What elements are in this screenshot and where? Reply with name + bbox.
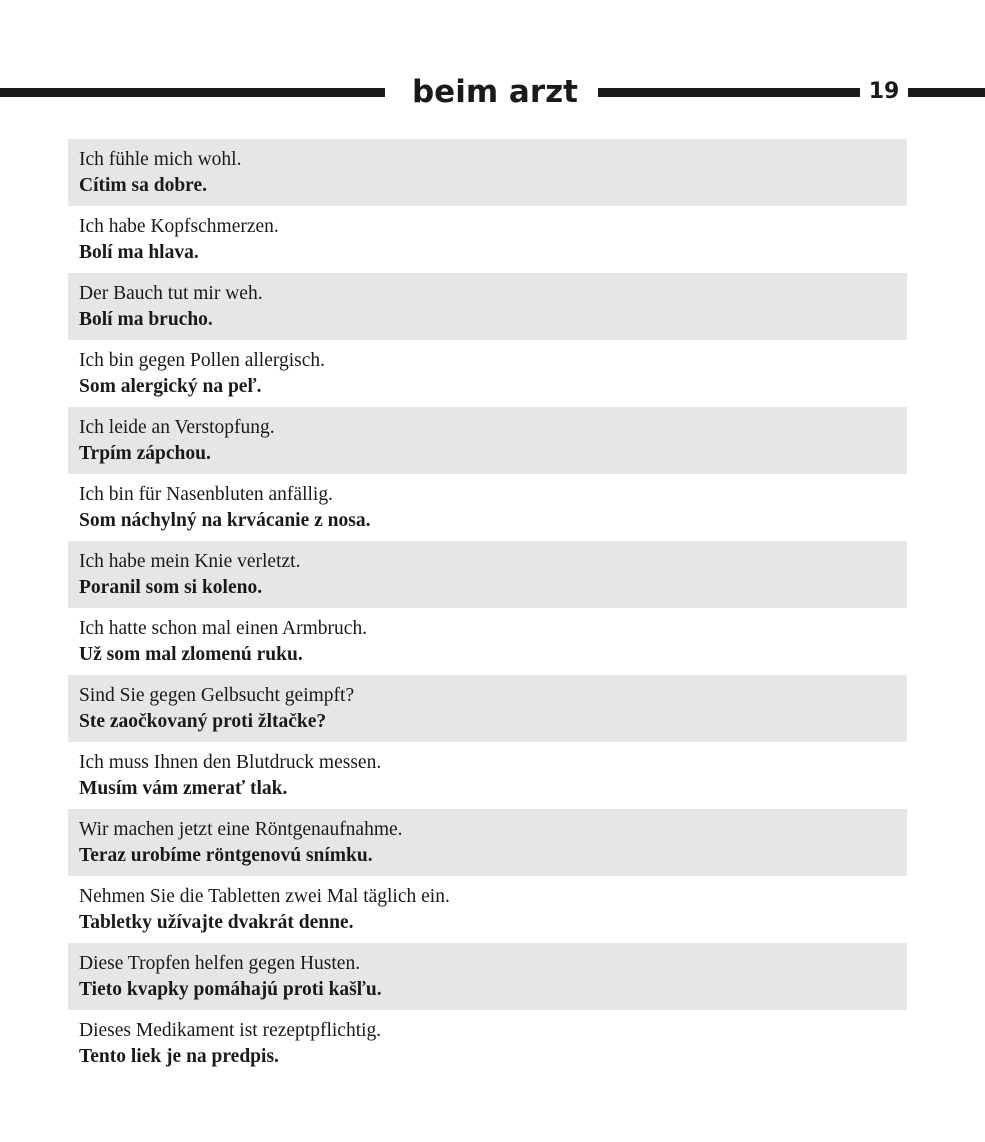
phrase-row	[68, 876, 907, 943]
chapter-title: beim arzt	[411, 74, 578, 110]
phrase-row	[68, 139, 907, 206]
german-phrase: Wir machen jetzt eine Röntgenaufnahme.	[79, 819, 403, 840]
header-rule-left	[0, 88, 385, 97]
phrase-row	[68, 943, 907, 1010]
slovak-translation: Ste zaočkovaný proti žltačke?	[79, 711, 327, 732]
phrase-list	[68, 139, 907, 1077]
slovak-translation: Bolí ma hlava.	[79, 242, 199, 263]
slovak-translation: Tento liek je na predpis.	[79, 1046, 279, 1067]
header-rule-right	[908, 88, 985, 97]
slovak-translation: Som náchylný na krvácanie z nosa.	[79, 510, 371, 531]
phrase-row	[68, 675, 907, 742]
german-phrase: Ich habe mein Knie verletzt.	[79, 551, 301, 572]
header-rule-middle	[598, 88, 860, 97]
slovak-translation: Cítim sa dobre.	[79, 175, 208, 196]
phrase-row	[68, 809, 907, 876]
slovak-translation: Musím vám zmerať tlak.	[79, 778, 288, 799]
german-phrase: Der Bauch tut mir weh.	[79, 283, 263, 304]
phrase-row	[68, 742, 907, 809]
german-phrase: Diese Tropfen helfen gegen Husten.	[79, 953, 361, 974]
german-phrase: Ich bin für Nasenbluten anfällig.	[79, 484, 333, 505]
slovak-translation: Už som mal zlomenú ruku.	[79, 644, 303, 665]
german-phrase: Ich bin gegen Pollen allergisch.	[79, 350, 326, 371]
slovak-translation: Som alergický na peľ.	[79, 376, 262, 397]
german-phrase: Sind Sie gegen Gelbsucht geimpft?	[79, 685, 355, 706]
german-phrase: Dieses Medikament ist rezeptpflichtig.	[79, 1020, 382, 1041]
phrase-row	[68, 407, 907, 474]
slovak-translation: Tieto kvapky pomáhajú proti kašľu.	[79, 979, 382, 1000]
phrase-row	[68, 608, 907, 675]
page-number: 19	[868, 79, 900, 104]
phrase-row	[68, 541, 907, 608]
german-phrase: Ich leide an Verstopfung.	[79, 417, 275, 438]
page-header	[0, 70, 985, 114]
phrase-row	[68, 273, 907, 340]
german-phrase: Ich hatte schon mal einen Armbruch.	[79, 618, 368, 639]
german-phrase: Ich muss Ihnen den Blutdruck messen.	[79, 752, 382, 773]
slovak-translation: Bolí ma brucho.	[79, 309, 213, 330]
slovak-translation: Tabletky užívajte dvakrát denne.	[79, 912, 354, 933]
slovak-translation: Trpím zápchou.	[79, 443, 211, 464]
slovak-translation: Teraz urobíme röntgenovú snímku.	[79, 845, 373, 866]
phrase-row	[68, 1010, 907, 1077]
german-phrase: Ich fühle mich wohl.	[79, 149, 242, 170]
german-phrase: Nehmen Sie die Tabletten zwei Mal täglich ein.	[79, 886, 450, 907]
german-phrase: Ich habe Kopfschmerzen.	[79, 216, 279, 237]
phrase-row	[68, 474, 907, 541]
slovak-translation: Poranil som si koleno.	[79, 577, 263, 598]
phrase-row	[68, 340, 907, 407]
phrase-row	[68, 206, 907, 273]
